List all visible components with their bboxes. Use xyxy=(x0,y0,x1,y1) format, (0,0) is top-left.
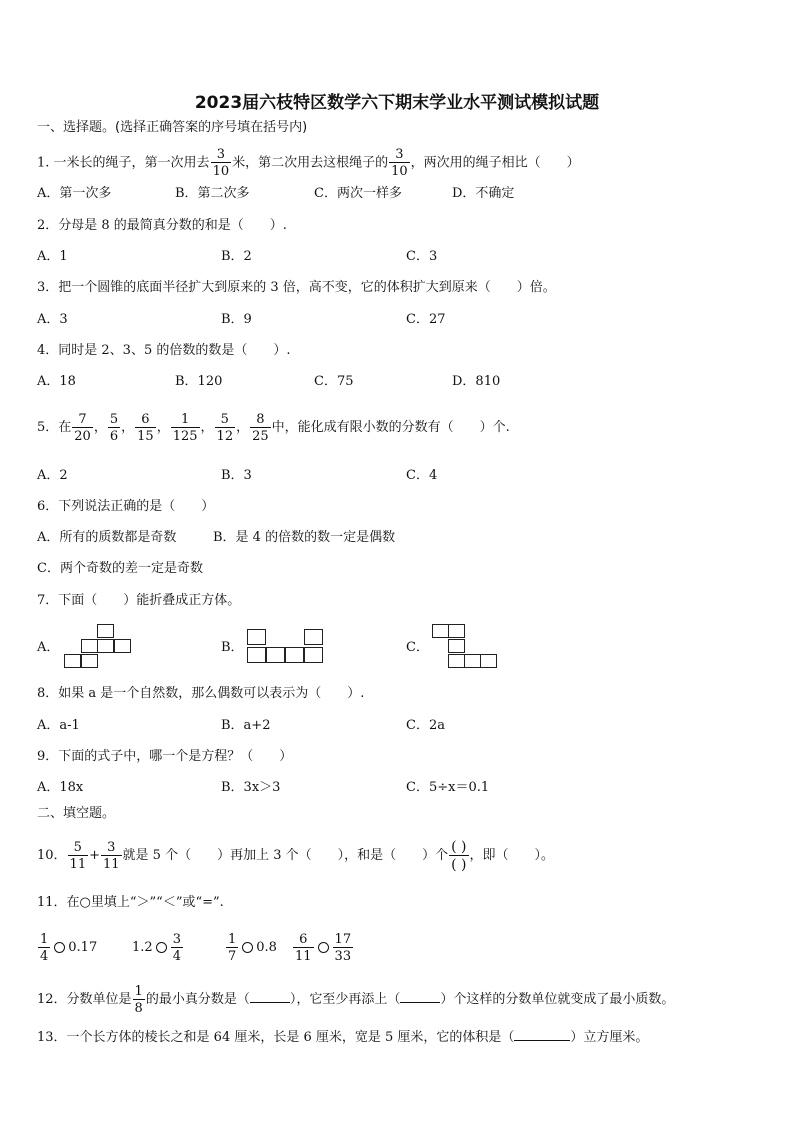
q11-i4-rnum: 17 xyxy=(334,931,352,947)
q5-f5-num: 5 xyxy=(215,413,236,428)
q12-num: 1 xyxy=(134,983,143,999)
question-9: 9．下面的式子中，哪一个是方程？（ ） xyxy=(37,749,293,764)
q8-option-a[interactable]: A．a-1 xyxy=(37,718,80,733)
q5-option-b[interactable]: B．3 xyxy=(221,468,252,483)
q10-text-b: ，即（ ）。 xyxy=(469,848,555,863)
q9-option-a[interactable]: A．18x xyxy=(37,780,84,795)
question-4: 4．同时是 2、3、5 的倍数的数是（ ）. xyxy=(37,343,291,358)
q1-text-c: ，两次用的绳子相比（ ） xyxy=(410,155,580,171)
q4-option-a[interactable]: A．18 xyxy=(37,374,76,389)
net-a-square xyxy=(81,654,98,668)
q13-answer-blank[interactable] xyxy=(514,1028,570,1041)
q1-f2-denominator: 10 xyxy=(391,164,408,179)
q12-text-a: 的最小真分数是（ xyxy=(145,992,250,1007)
net-b-square xyxy=(304,647,323,663)
q11-i3-num: 1 xyxy=(228,931,237,947)
q9-option-b[interactable]: B．3x＞3 xyxy=(221,780,281,795)
q5-f6-den: 25 xyxy=(252,428,269,444)
q4-option-c[interactable]: C．75 xyxy=(314,374,354,389)
q11-i4-lnum: 6 xyxy=(293,933,314,948)
q11-item-2 xyxy=(132,930,184,966)
q5-option-a[interactable]: A．2 xyxy=(37,468,68,483)
q6-option-b[interactable]: B．是 4 的倍数的数一定是偶数 xyxy=(213,530,396,545)
section-fill-heading: 二、填空题。 xyxy=(37,806,116,821)
q1-text-a: 一米长的绳子，第一次用去 xyxy=(53,155,210,171)
q5-prefix: 5．在 xyxy=(37,420,72,435)
q5-f6-num: 8 xyxy=(250,413,271,428)
compare-circle[interactable] xyxy=(156,942,167,953)
q3-option-a[interactable]: A．3 xyxy=(37,312,68,327)
q10-f2-num: 3 xyxy=(101,841,122,856)
net-a-square xyxy=(81,639,98,653)
q11-i3-den: 7 xyxy=(228,948,237,964)
q11-i4-right-fraction xyxy=(333,933,354,963)
q9-option-c[interactable]: C．5÷x＝0.1 xyxy=(406,780,490,795)
net-c-square xyxy=(480,654,497,668)
q11-i1-num: 1 xyxy=(40,931,49,947)
q1-f2-numerator: 3 xyxy=(389,148,410,163)
q7-net-b[interactable] xyxy=(247,629,325,665)
q1-f1-denominator: 10 xyxy=(212,164,230,179)
q12-answer-blank-1[interactable] xyxy=(250,990,290,1003)
q5-f2-den: 6 xyxy=(109,428,119,444)
q11-i4-left-fraction xyxy=(293,933,314,963)
net-b-square xyxy=(266,647,285,663)
net-c-square xyxy=(448,624,465,638)
q11-i3-right: 0.8 xyxy=(256,940,277,955)
question-11: 11．在○里填上“＞”“＜”或“=”. xyxy=(37,895,224,910)
q2-option-b[interactable]: B．2 xyxy=(221,249,252,264)
compare-circle[interactable] xyxy=(242,942,253,953)
q11-i1-right: 0.17 xyxy=(68,940,98,955)
q11-i2-num: 3 xyxy=(172,931,181,947)
q12-answer-blank-2[interactable] xyxy=(400,990,440,1003)
q10-fraction-2 xyxy=(101,841,122,871)
q5-f1-num: 7 xyxy=(72,413,93,428)
q5-f2-num: 5 xyxy=(109,411,119,427)
q7-option-c-label[interactable]: C． xyxy=(406,640,429,655)
q7-option-b-label[interactable]: B． xyxy=(221,640,244,655)
net-a-square xyxy=(97,624,114,638)
q11-item-4 xyxy=(292,930,354,966)
q5-fraction-4 xyxy=(171,413,200,443)
net-a-square xyxy=(97,639,114,653)
q11-i2-left: 1.2 xyxy=(132,940,153,955)
q11-i4-lden: 11 xyxy=(295,948,312,964)
q10-paren-den: ( ) xyxy=(451,856,467,873)
net-a-square xyxy=(114,639,131,653)
question-13 xyxy=(37,1028,648,1048)
question-1 xyxy=(37,148,580,178)
q10-f1-num: 5 xyxy=(68,841,89,856)
q10-f1-den: 11 xyxy=(69,856,87,872)
q11-i2-den: 4 xyxy=(172,948,181,964)
question-3: 3．把一个圆锥的底面半径扩大到原来的 3 倍，高不变，它的体积扩大到原来（ ）倍。 xyxy=(37,280,556,295)
q5-f4-num: 1 xyxy=(171,413,200,428)
page-title: 2023届六枝特区数学六下期末学业水平测试模拟试题 xyxy=(194,93,600,113)
q10-paren-num: ( ) xyxy=(451,838,467,855)
q10-text-a: 就是 5 个（ ）再加上 3 个（ ），和是（ ）个 xyxy=(122,848,449,863)
q5-fraction-2 xyxy=(108,413,120,443)
q12-prefix: 12．分数单位是 xyxy=(37,992,132,1007)
question-12 xyxy=(37,982,674,1018)
q12-suffix: ）个这样的分数单位就变成了最小质数。 xyxy=(440,992,675,1007)
question-6: 6．下列说法正确的是（ ） xyxy=(37,499,215,514)
q1-f1-numerator: 3 xyxy=(211,148,232,163)
q4-option-d[interactable]: D．810 xyxy=(452,374,501,389)
q5-fraction-3 xyxy=(135,413,156,443)
q10-paren-fraction[interactable] xyxy=(449,840,468,872)
net-b-square xyxy=(285,647,304,663)
q6-option-c[interactable]: C．两个奇数的差一定是奇数 xyxy=(37,561,203,576)
q5-option-c[interactable]: C．4 xyxy=(406,468,438,483)
question-8: 8．如果 a 是一个自然数，那么偶数可以表示为（ ）. xyxy=(37,686,365,701)
q10-fraction-1 xyxy=(68,841,89,871)
q3-option-b[interactable]: B．9 xyxy=(221,312,252,327)
q1-option-b[interactable]: B．第二次多 xyxy=(175,186,250,201)
question-5: 5．在 $\frac{7}{20}$ ， $\frac{5}{6}$ ， $\frac{6}{15}$ ， $\frac{1}{125}$ ， $\frac{5}{12}$ ， $\frac{8}{25}$ 中，能化成有限小数的分数有（ ）个. xyxy=(37,411,510,444)
q10-number: 10． xyxy=(37,848,67,863)
q11-i3-fraction xyxy=(226,933,238,963)
q7-option-a-label[interactable]: A． xyxy=(37,640,60,655)
q6-option-a[interactable]: A．所有的质数都是奇数 xyxy=(37,530,177,545)
q12-text-b: ），它至少再添上（ xyxy=(289,992,401,1007)
q12-den: 8 xyxy=(134,1000,143,1016)
question-7: 7．下面（ ）能折叠成正方体。 xyxy=(37,593,241,608)
net-b-square xyxy=(247,647,266,663)
net-c-square xyxy=(448,639,465,653)
q1-number: 1. xyxy=(37,155,50,171)
q2-option-a[interactable]: A．1 xyxy=(37,249,68,264)
q5-f1-den: 20 xyxy=(74,428,91,444)
q11-i1-fraction xyxy=(38,933,50,963)
q3-option-c[interactable]: C．27 xyxy=(406,312,446,327)
net-b-square xyxy=(247,629,266,645)
q2-option-c[interactable]: C．3 xyxy=(406,249,438,264)
q5-fraction-5 xyxy=(215,413,236,443)
q4-option-b[interactable]: B．120 xyxy=(175,374,223,389)
question-10 xyxy=(37,836,554,876)
q10-f2-den: 11 xyxy=(103,856,120,872)
q5-f3-num: 6 xyxy=(135,413,156,428)
q5-f5-den: 12 xyxy=(216,428,234,444)
q13-prefix: 13．一个长方体的棱长之和是 64 厘米，长是 6 厘米，宽是 5 厘米，它的体积是（ xyxy=(37,1030,515,1045)
q10-plus: + xyxy=(89,848,100,863)
section-choice-heading: 一、选择题。(选择正确答案的序号填在括号内) xyxy=(37,120,308,135)
q11-item-1 xyxy=(37,930,97,966)
q8-option-b[interactable]: B．a+2 xyxy=(221,718,271,733)
compare-circle[interactable] xyxy=(54,942,65,953)
q11-i1-den: 4 xyxy=(40,948,49,964)
q1-fraction-1 xyxy=(211,148,232,178)
q7-net-a[interactable] xyxy=(64,624,134,672)
q5-fraction-1 xyxy=(72,413,93,443)
q11-item-3 xyxy=(225,930,277,966)
q11-i4-rden: 33 xyxy=(334,948,352,964)
net-c-square xyxy=(464,654,481,668)
q7-net-c[interactable] xyxy=(432,624,498,672)
q8-option-c[interactable]: C．2a xyxy=(406,718,445,733)
q5-suffix: 中，能化成有限小数的分数有（ ）个. xyxy=(271,420,510,435)
net-c-square xyxy=(448,654,465,668)
compare-circle[interactable] xyxy=(318,942,329,953)
q1-text-b: 米，第二次用去这根绳子的 xyxy=(232,155,389,171)
q1-option-c[interactable]: C．两次一样多 xyxy=(314,186,402,201)
q1-option-d[interactable]: D．不确定 xyxy=(452,186,515,201)
q11-i2-fraction xyxy=(171,933,183,963)
question-2: 2．分母是 8 的最简真分数的和是（ ）. xyxy=(37,218,287,233)
net-a-square xyxy=(64,654,81,668)
q5-f4-den: 125 xyxy=(172,428,198,444)
q1-fraction-2 xyxy=(389,148,410,178)
q5-fraction-6 xyxy=(250,413,271,443)
q1-option-a[interactable]: A．第一次多 xyxy=(37,186,112,201)
net-c-square xyxy=(432,624,449,638)
q5-f3-den: 15 xyxy=(137,428,154,444)
q12-fraction xyxy=(133,985,145,1015)
q13-suffix: ）立方厘米。 xyxy=(570,1030,649,1045)
net-b-square xyxy=(304,629,323,645)
